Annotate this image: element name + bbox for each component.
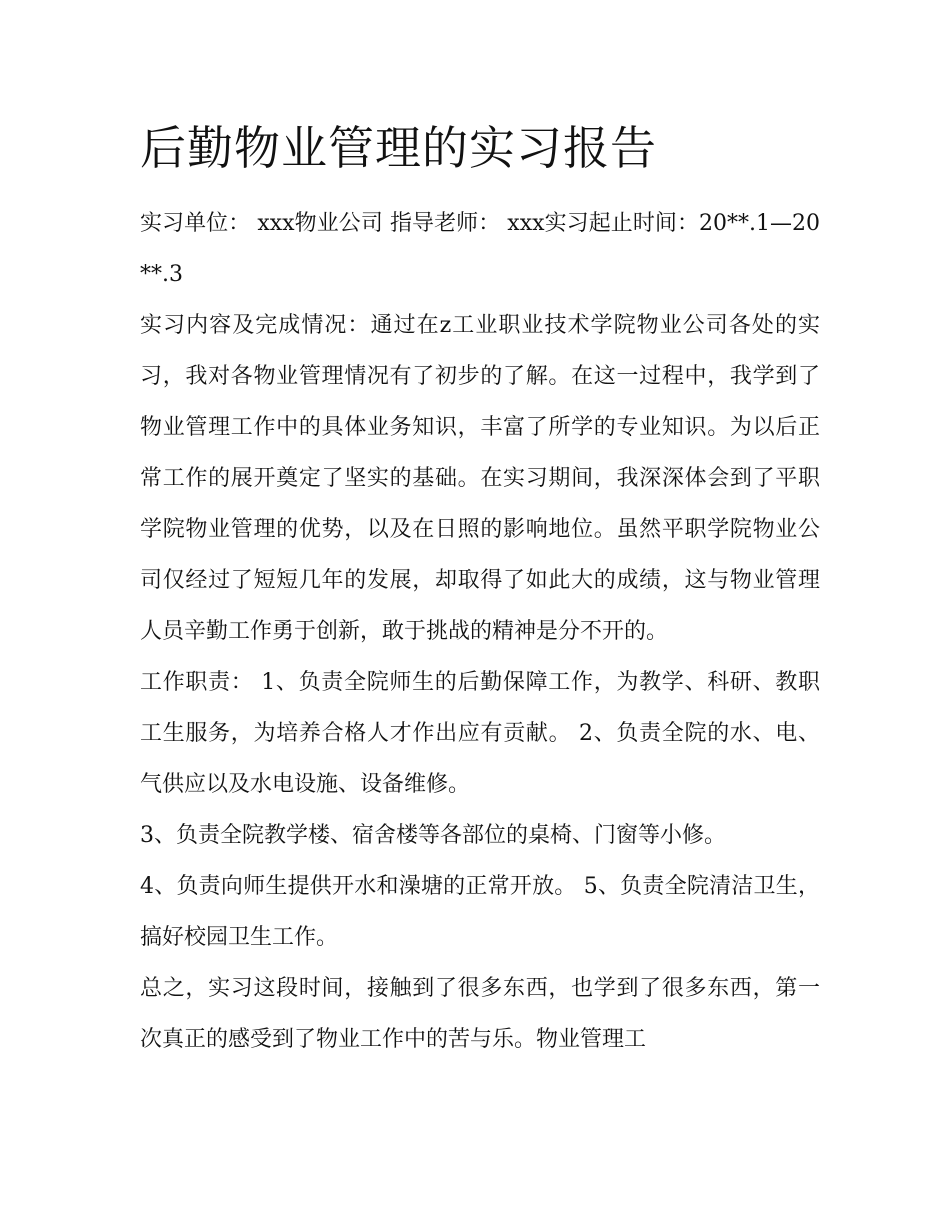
paragraph-duty-3: 3、负责全院教学楼、宿舍楼等各部位的桌椅、门窗等小修。	[140, 823, 726, 848]
paragraph-duties: 工作职责： 1、负责全院师生的后勤保障工作，为教学、科研、教职工生服务，为培养合格人才作出应有贡献。 2、负责全院的水、电、气供应以及水电设施、设备维修。	[140, 670, 820, 797]
document-title: 后勤物业管理的实习报告	[140, 121, 657, 175]
paragraph-summary: 总之，实习这段时间，接触到了很多东西，也学到了很多东西，第一次真正的感受到了物业工作中的苦与乐。物业管理工	[140, 976, 820, 1052]
document-body	[140, 198, 820, 1065]
paragraph-content: 实习内容及完成情况：通过在z工业职业技术学院物业公司各处的实习，我对各物业管理情况有了初步的了解。在这一过程中，我学到了物业管理工作中的具体业务知识，丰富了所学的专业知识。为以后正常工作的展开奠定了坚实的基础。在实习期间，我深深体会到了平职学院物业管理的优势，以及在日照的影响地位。虽然平职学院物业公司仅经过了短短几年的发展，却取得了如此大的成绩，这与物业管理人员辛勤工作勇于创新，敢于挑战的精神是分不开的。	[140, 313, 820, 644]
paragraph-duty-4-5: 4、负责向师生提供开水和澡塘的正常开放。 5、负责全院清洁卫生，搞好校园卫生工作。	[140, 874, 820, 950]
paragraph-internship-info: 实习单位： xxx物业公司 指导老师： xxx实习起止时间：20**.1—20**.3	[140, 211, 820, 287]
